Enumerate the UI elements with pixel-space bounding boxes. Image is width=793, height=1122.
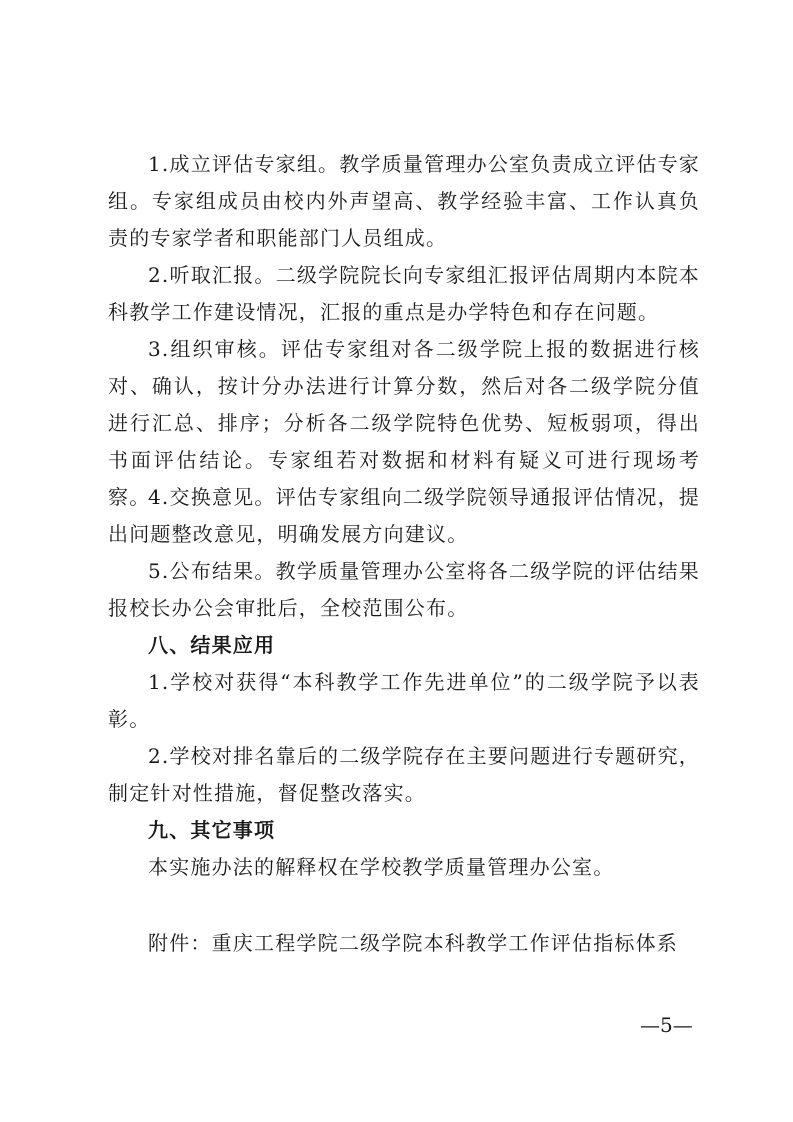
paragraph-commend-units: 1.学校对获得“本科教学工作先进单位”的二级学院予以表彰。 [108, 670, 700, 731]
paragraph-hear-report: 2.听取汇报。二级学院院长向专家组汇报评估周期内本院本科教学工作建设情况，汇报的重点是办学特色和存在问题。 [108, 263, 700, 324]
paragraph-organize-review: 3.组织审核。评估专家组对各二级学院上报的数据进行核对、确认，按计分办法进行计算分数，然后对各二级学院分值进行汇总、排序；分析各二级学院特色优势、短板弱项，得出书面评估结论。专家组若对数据和材料有疑义可进行现场考察。 [108, 337, 700, 509]
paragraph-exchange-opinions: 4.交换意见。评估专家组向二级学院领导通报评估情况，提出问题整改意见，明确发展方向建议。 [108, 485, 700, 546]
section-heading-results-application: 八、结果应用 [148, 633, 276, 657]
section-heading-other-matters: 九、其它事项 [148, 818, 276, 842]
paragraph-establish-expert-group: 1.成立评估专家组。教学质量管理办公室负责成立评估专家组。专家组成员由校内外声望高、教学经验丰富、工作认真负责的专家学者和职能部门人员组成。 [108, 152, 700, 250]
paragraph-publish-results: 5.公布结果。教学质量管理办公室将各二级学院的评估结果报校长办公会审批后，全校范围公布。 [108, 559, 700, 620]
paragraph-rectify-low-ranked: 2.学校对排名靠后的二级学院存在主要问题进行专题研究，制定针对性措施，督促整改落实。 [108, 744, 700, 805]
paragraph-interpretation-right: 本实施办法的解释权在学校教学质量管理办公室。 [148, 855, 615, 879]
page-number: —5— [640, 1013, 693, 1037]
attachment-line: 附件：重庆工程学院二级学院本科教学工作评估指标体系 [148, 931, 678, 955]
